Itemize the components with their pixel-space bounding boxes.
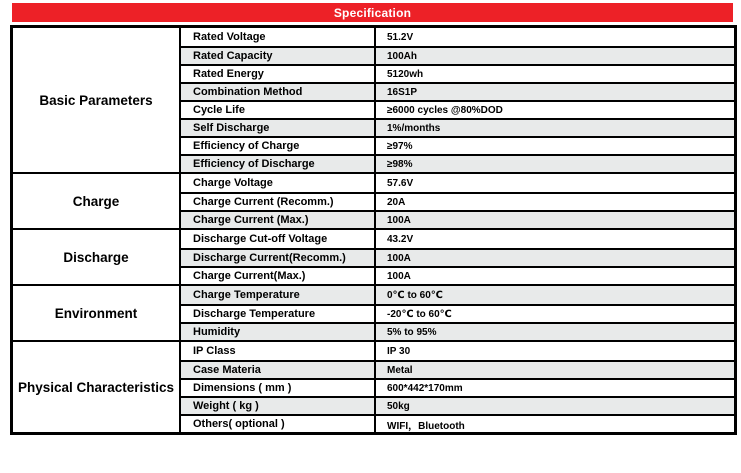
- category-label: Basic Parameters: [13, 28, 181, 172]
- section-rows: [181, 286, 734, 340]
- row-label: Charge Voltage: [181, 174, 376, 192]
- spec-table: [10, 25, 737, 435]
- row-label: Combination Method: [181, 84, 376, 100]
- row-label: Discharge Current(Recomm.): [181, 250, 376, 266]
- table-row: [181, 174, 734, 192]
- row-value: -20℃ to 60℃: [387, 308, 452, 320]
- row-value: 100A: [387, 270, 411, 282]
- row-value: ≥97%: [387, 140, 413, 152]
- row-value: ≥6000 cycles @80%DOD: [387, 104, 503, 116]
- table-row: [181, 230, 734, 248]
- row-label: Rated Energy: [181, 66, 376, 82]
- row-label: Charge Current (Recomm.): [181, 194, 376, 210]
- row-label: Charge Temperature: [181, 286, 376, 304]
- row-value: 1%/months: [387, 122, 441, 134]
- row-value: 16S1P: [387, 86, 418, 98]
- specification-header: [12, 3, 733, 22]
- row-label: Dimensions ( mm ): [181, 380, 376, 396]
- table-row: [181, 136, 734, 154]
- row-value: 51.2V: [387, 31, 414, 43]
- row-label: Rated Capacity: [181, 48, 376, 64]
- table-row: [181, 154, 734, 172]
- row-value: IP 30: [387, 345, 411, 357]
- row-value: 57.6V: [387, 177, 414, 189]
- row-value: 100A: [387, 214, 411, 226]
- row-value: 5120wh: [387, 68, 424, 80]
- row-value: 100A: [387, 252, 411, 264]
- table-row: [181, 304, 734, 322]
- row-label: Case Materia: [181, 362, 376, 378]
- row-value: 20A: [387, 196, 406, 208]
- row-label: Rated Voltage: [181, 28, 376, 46]
- section-rows: [181, 342, 734, 432]
- table-row: [181, 322, 734, 340]
- row-value: 43.2V: [387, 233, 414, 245]
- row-label: Self Discharge: [181, 120, 376, 136]
- table-row: [181, 192, 734, 210]
- row-value: 5% to 95%: [387, 326, 437, 338]
- row-label: Humidity: [181, 324, 376, 340]
- row-label: Efficiency of Discharge: [181, 156, 376, 172]
- category-label: Physical Characteristics: [13, 342, 181, 432]
- table-row: [181, 342, 734, 360]
- table-row: [181, 28, 734, 46]
- specification-title: Specification: [333, 5, 412, 20]
- category-label: Discharge: [13, 230, 181, 284]
- section-rows: [181, 28, 734, 172]
- table-row: [181, 360, 734, 378]
- table-row: [181, 414, 734, 432]
- row-value: 100Ah: [387, 50, 418, 62]
- row-value: 50kg: [387, 400, 410, 412]
- row-value: 0℃ to 60℃: [387, 289, 443, 301]
- table-row: [181, 46, 734, 64]
- row-label: Discharge Temperature: [181, 306, 376, 322]
- table-row: [181, 82, 734, 100]
- row-value: WIFI，Bluetooth: [387, 420, 465, 432]
- row-value: ≥98%: [387, 158, 413, 170]
- row-label: Others( optional ): [181, 416, 376, 432]
- row-label: Charge Current (Max.): [181, 212, 376, 228]
- table-row: [181, 100, 734, 118]
- row-label: Charge Current(Max.): [181, 268, 376, 284]
- table-row: [181, 118, 734, 136]
- section-environment: [13, 284, 734, 340]
- table-row: [181, 210, 734, 228]
- row-value: Metal: [387, 364, 413, 376]
- category-label: Environment: [13, 286, 181, 340]
- table-row: [181, 378, 734, 396]
- row-value: 600*442*170mm: [387, 382, 463, 394]
- section-charge: [13, 172, 734, 228]
- table-row: [181, 266, 734, 284]
- row-label: Weight ( kg ): [181, 398, 376, 414]
- row-label: Cycle Life: [181, 102, 376, 118]
- row-label: Efficiency of Charge: [181, 138, 376, 154]
- row-label: Discharge Cut-off Voltage: [181, 230, 376, 248]
- table-row: [181, 286, 734, 304]
- table-row: [181, 248, 734, 266]
- section-basic-parameters: [13, 28, 734, 172]
- table-row: [181, 396, 734, 414]
- section-physical-characteristics: [13, 340, 734, 432]
- table-row: [181, 64, 734, 82]
- section-rows: [181, 230, 734, 284]
- row-label: IP Class: [181, 342, 376, 360]
- section-discharge: [13, 228, 734, 284]
- section-rows: [181, 174, 734, 228]
- category-label: Charge: [13, 174, 181, 228]
